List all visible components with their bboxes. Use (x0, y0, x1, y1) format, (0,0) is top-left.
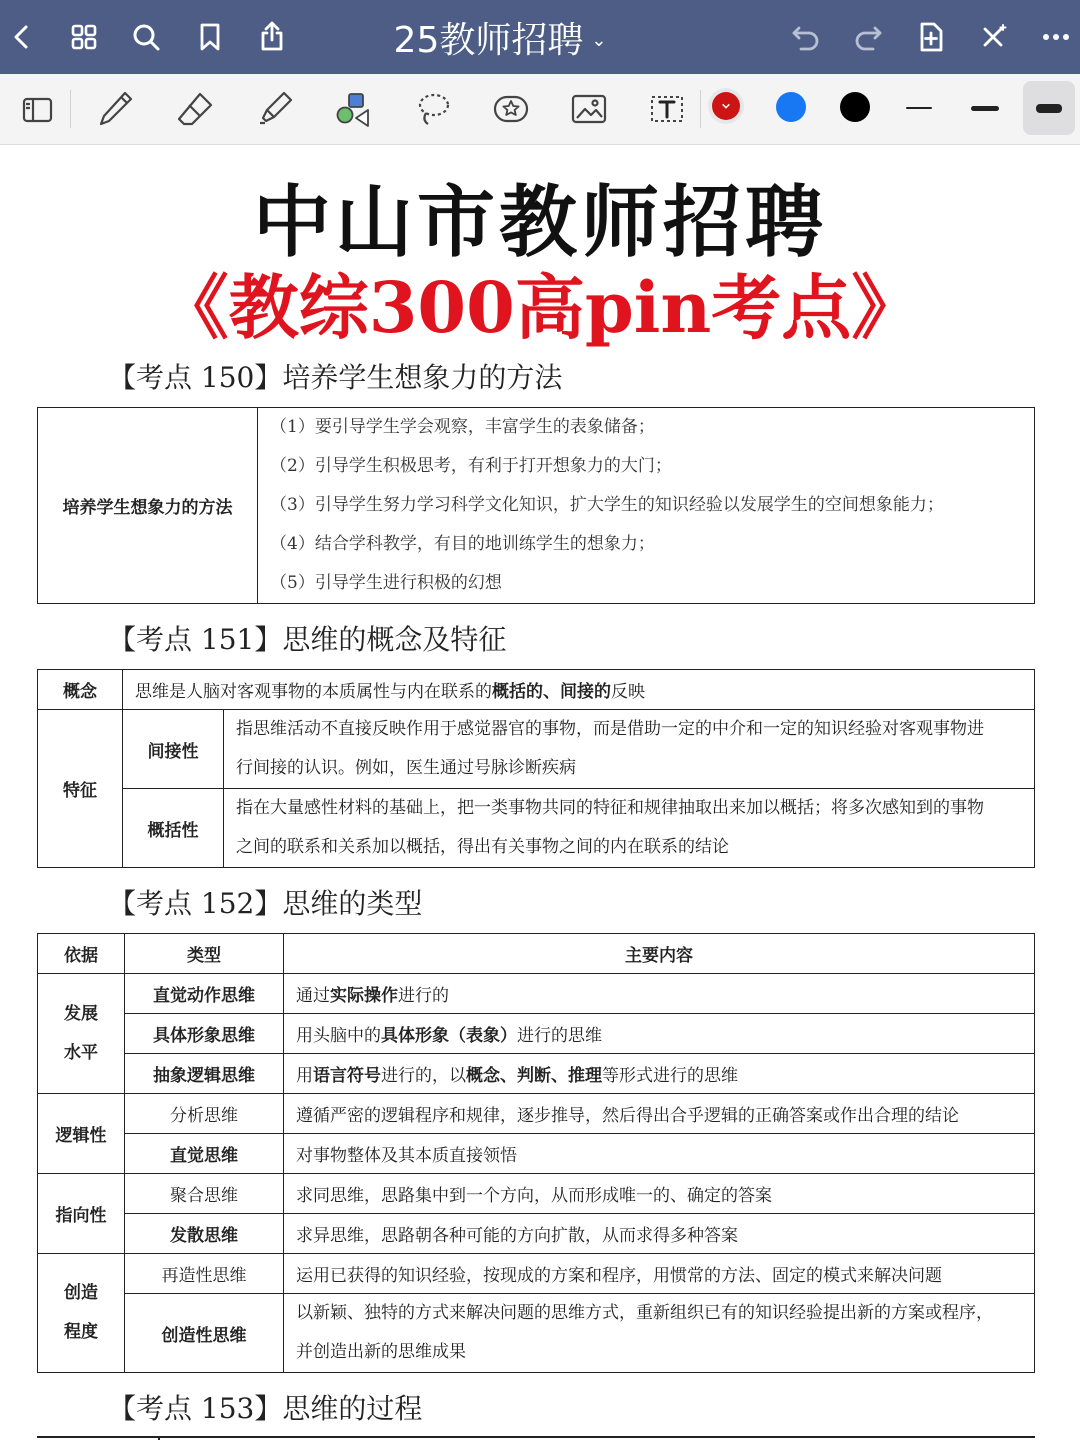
kp150-content (258, 408, 1035, 604)
group-label-line: 水平 (64, 1042, 98, 1063)
concept-text-end: 反映 (611, 682, 645, 702)
indirect-label: 间接性 (123, 710, 224, 789)
group-development (38, 974, 125, 1094)
type-cell: 具体形象思维 (125, 1014, 284, 1054)
document-title-button[interactable] (360, 12, 640, 62)
type-cell: 发散思维 (125, 1214, 284, 1254)
header-type: 类型 (125, 934, 284, 974)
content-line: 以新颖、独特的方式来解决问题的思维方式，重新组织已有的知识经验提出新的方案或程序， (296, 1303, 993, 1323)
document-main-title: 中山市教师招聘 (252, 178, 827, 268)
group-label-line: 程度 (64, 1322, 98, 1342)
search-icon[interactable] (126, 17, 166, 57)
kp150-item: （3）引导学生努力学习科学文化知识，扩大学生的知识经验以发展学生的空间想象能力； (270, 495, 944, 515)
kp152-heading: 【考点 152】思维的类型 (108, 887, 423, 920)
content-cell: 运用已获得的知识经验，按现成的方案和程序，用惯常的方法、固定的模式来解决问题 (284, 1254, 1035, 1294)
content-cell: 通过实际操作进行的 (284, 974, 1035, 1014)
kp150-table (37, 407, 1035, 604)
undo-icon[interactable] (786, 17, 826, 57)
type-cell: 分析思维 (125, 1094, 284, 1134)
indirect-line: 指思维活动不直接反映作用于感觉器官的事物，而是借助一定的中介和一定的知识经验对客观事物进 (236, 719, 984, 739)
pen-icon[interactable] (92, 86, 138, 132)
chevron-down-icon: ⌄ (591, 29, 607, 51)
group-direction: 指向性 (38, 1174, 125, 1254)
indirect-content (224, 710, 1035, 789)
kp153-table-divider (158, 1436, 160, 1440)
type-cell: 直觉动作思维 (125, 974, 284, 1014)
content-cell: 求异思维，思路朝各种可能的方向扩散，从而求得多种答案 (284, 1214, 1035, 1254)
content-cell (284, 1294, 1035, 1373)
back-icon[interactable] (2, 17, 42, 57)
kp150-heading: 【考点 150】培养学生想象力的方法 (108, 361, 563, 394)
sticker-icon[interactable] (488, 86, 534, 132)
kp150-item: （2）引导学生积极思考，有利于打开想象力的大门； (270, 456, 672, 476)
group-logic: 逻辑性 (38, 1094, 125, 1174)
concept-bold: 概括的、间接的 (492, 682, 611, 702)
content-cell: 求同思维，思路集中到一个方向，从而形成唯一的、确定的答案 (284, 1174, 1035, 1214)
content-cell: 对事物整体及其本质直接领悟 (284, 1134, 1035, 1174)
header-content: 主要内容 (284, 934, 1035, 974)
grid-icon[interactable] (64, 17, 104, 57)
kp150-item: （4）结合学科教学，有目的地训练学生的想象力； (270, 534, 655, 554)
general-content (224, 789, 1035, 868)
stroke-thick (1036, 104, 1062, 113)
general-line: 指在大量感性材料的基础上，把一类事物共同的特征和规律抽取出来加以概括；将多次感知到的事物 (236, 798, 984, 818)
eraser-icon[interactable] (172, 86, 218, 132)
text-icon[interactable] (644, 86, 690, 132)
kp153-heading: 【考点 153】思维的过程 (108, 1392, 423, 1425)
sidebar-toggle-icon[interactable] (14, 86, 60, 132)
group-creativity (38, 1254, 125, 1373)
concept-text: 思维是人脑对客观事物的本质属性与内在联系的 (135, 682, 492, 702)
kp153-table-top-border (37, 1436, 1035, 1438)
type-cell: 再造性思维 (125, 1254, 284, 1294)
concept-label: 概念 (38, 670, 123, 710)
content-cell: 遵循严密的逻辑程序和规律，逐步推导，然后得出合乎逻辑的正确答案或作出合理的结论 (284, 1094, 1035, 1134)
document-title: 25教师招聘 (393, 19, 584, 61)
general-label: 概括性 (123, 789, 224, 868)
type-cell: 聚合思维 (125, 1174, 284, 1214)
highlighter-icon[interactable] (252, 86, 298, 132)
stroke-medium[interactable] (971, 106, 999, 111)
header-basis: 依据 (38, 934, 125, 974)
general-line: 之间的联系和关系加以概括，得出有关事物之间的内在联系的结论 (236, 837, 729, 857)
black-color-swatch[interactable] (840, 92, 870, 122)
content-cell: 用头脑中的具体形象（表象）进行的思维 (284, 1014, 1035, 1054)
stroke-thin[interactable] (906, 107, 932, 109)
document-subtitle: 《教综300高pin考点》 (158, 266, 922, 349)
kp152-table (37, 933, 1035, 1373)
kp150-item: （1）要引导学生学会观察，丰富学生的表象储备； (270, 417, 655, 437)
bookmark-icon[interactable] (190, 17, 230, 57)
red-color-swatch[interactable] (712, 92, 740, 120)
shapes-icon[interactable] (330, 86, 376, 132)
close-icon[interactable] (973, 17, 1013, 57)
toolbar-divider (700, 90, 701, 128)
kp151-table (37, 669, 1035, 868)
content-cell: 用语言符号进行的，以概念、判断、推理等形式进行的思维 (284, 1054, 1035, 1094)
more-icon[interactable] (1036, 17, 1076, 57)
top-bar (0, 0, 1080, 74)
blue-color-swatch[interactable] (776, 92, 806, 122)
share-icon[interactable] (252, 17, 292, 57)
concept-content (123, 670, 1035, 710)
add-page-icon[interactable] (911, 17, 951, 57)
kp150-label: 培养学生想象力的方法 (38, 408, 258, 604)
toolbar-divider (70, 90, 71, 128)
type-cell: 创造性思维 (125, 1294, 284, 1373)
chevron-down-icon (721, 101, 731, 111)
indirect-line: 行间接的认识。例如，医生通过号脉诊断疾病 (236, 758, 576, 778)
lasso-icon[interactable] (410, 86, 456, 132)
content-line: 并创造出新的思维成果 (296, 1342, 466, 1362)
kp150-item: （5）引导学生进行积极的幻想 (270, 573, 502, 593)
feature-label: 特征 (38, 710, 123, 868)
drawing-toolbar (0, 74, 1080, 145)
redo-icon[interactable] (848, 17, 888, 57)
image-icon[interactable] (566, 86, 612, 132)
group-label-line: 创造 (64, 1283, 98, 1303)
type-cell: 抽象逻辑思维 (125, 1054, 284, 1094)
kp151-heading: 【考点 151】思维的概念及特征 (108, 623, 507, 656)
group-label-line: 发展 (64, 1003, 98, 1024)
type-cell: 直觉思维 (125, 1134, 284, 1174)
